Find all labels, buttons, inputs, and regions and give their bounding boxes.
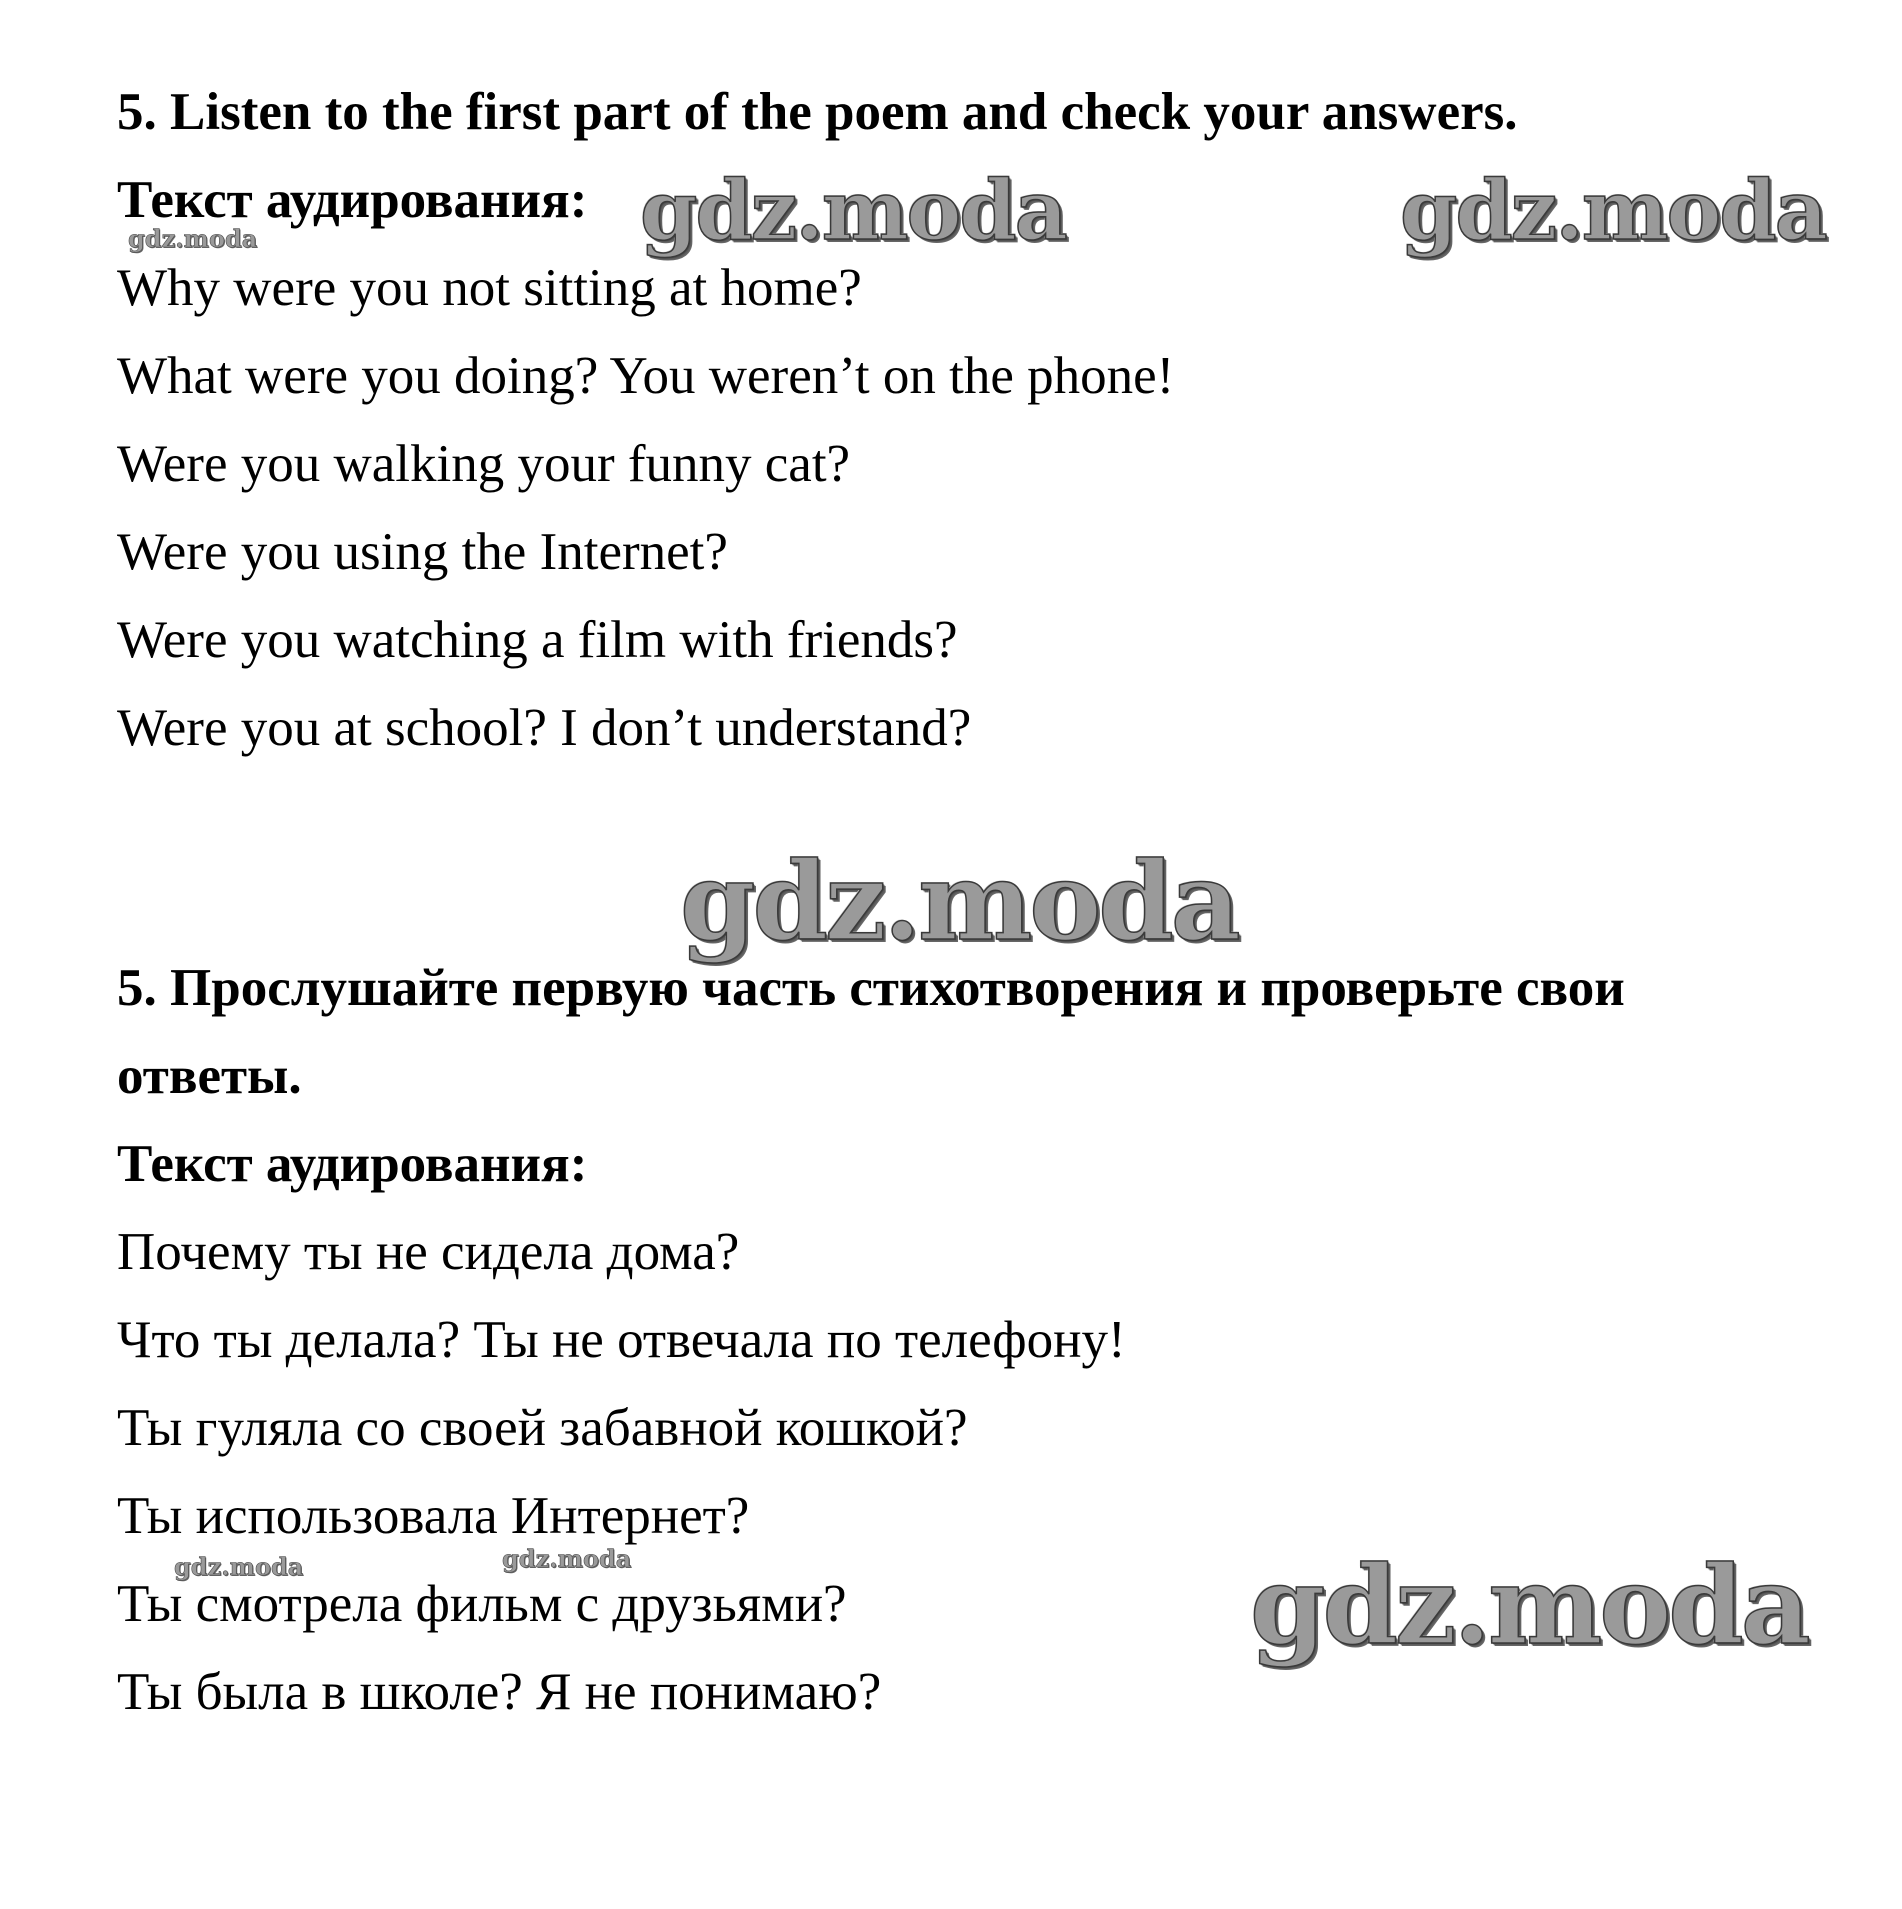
watermark-logo: gdz.moda	[128, 224, 258, 253]
watermark-logo: gdz.moda	[680, 839, 1238, 965]
english-line-6: Were you at school? I don’t understand?	[117, 699, 972, 757]
english-line-5: Were you watching a film with friends?	[117, 611, 958, 669]
watermark-logo: gdz.moda	[1250, 1543, 1808, 1669]
russian-heading-line-2: ответы.	[117, 1047, 302, 1105]
watermark-logo: gdz.moda	[502, 1544, 632, 1573]
english-line-2: What were you doing? You weren’t on the phone!	[117, 347, 1175, 405]
russian-subheading: Текст аудирования:	[117, 1135, 588, 1193]
russian-line-3: Ты гуляла со своей забавной кошкой?	[117, 1399, 968, 1457]
watermark-logo: gdz.moda	[174, 1552, 304, 1581]
english-line-3: Were you walking your funny cat?	[117, 435, 851, 493]
russian-heading-line-1: 5. Прослушайте первую часть стихотворения и проверьте свои	[117, 959, 1625, 1017]
russian-line-4: Ты использовала Интернет?	[117, 1487, 750, 1545]
russian-line-2: Что ты делала? Ты не отвечала по телефону!	[117, 1311, 1126, 1369]
english-subheading: Текст аудирования:	[117, 171, 588, 229]
russian-line-6: Ты была в школе? Я не понимаю?	[117, 1663, 882, 1721]
russian-line-5: Ты смотрела фильм с друзьями?	[117, 1575, 847, 1633]
english-line-4: Were you using the Internet?	[117, 523, 728, 581]
watermark-logo: gdz.moda	[640, 163, 1066, 259]
watermark-logo: gdz.moda	[1400, 163, 1826, 259]
english-line-1: Why were you not sitting at home?	[117, 259, 862, 317]
english-heading: 5. Listen to the first part of the poem and check your answers.	[117, 83, 1518, 141]
russian-line-1: Почему ты не сидела дома?	[117, 1223, 740, 1281]
